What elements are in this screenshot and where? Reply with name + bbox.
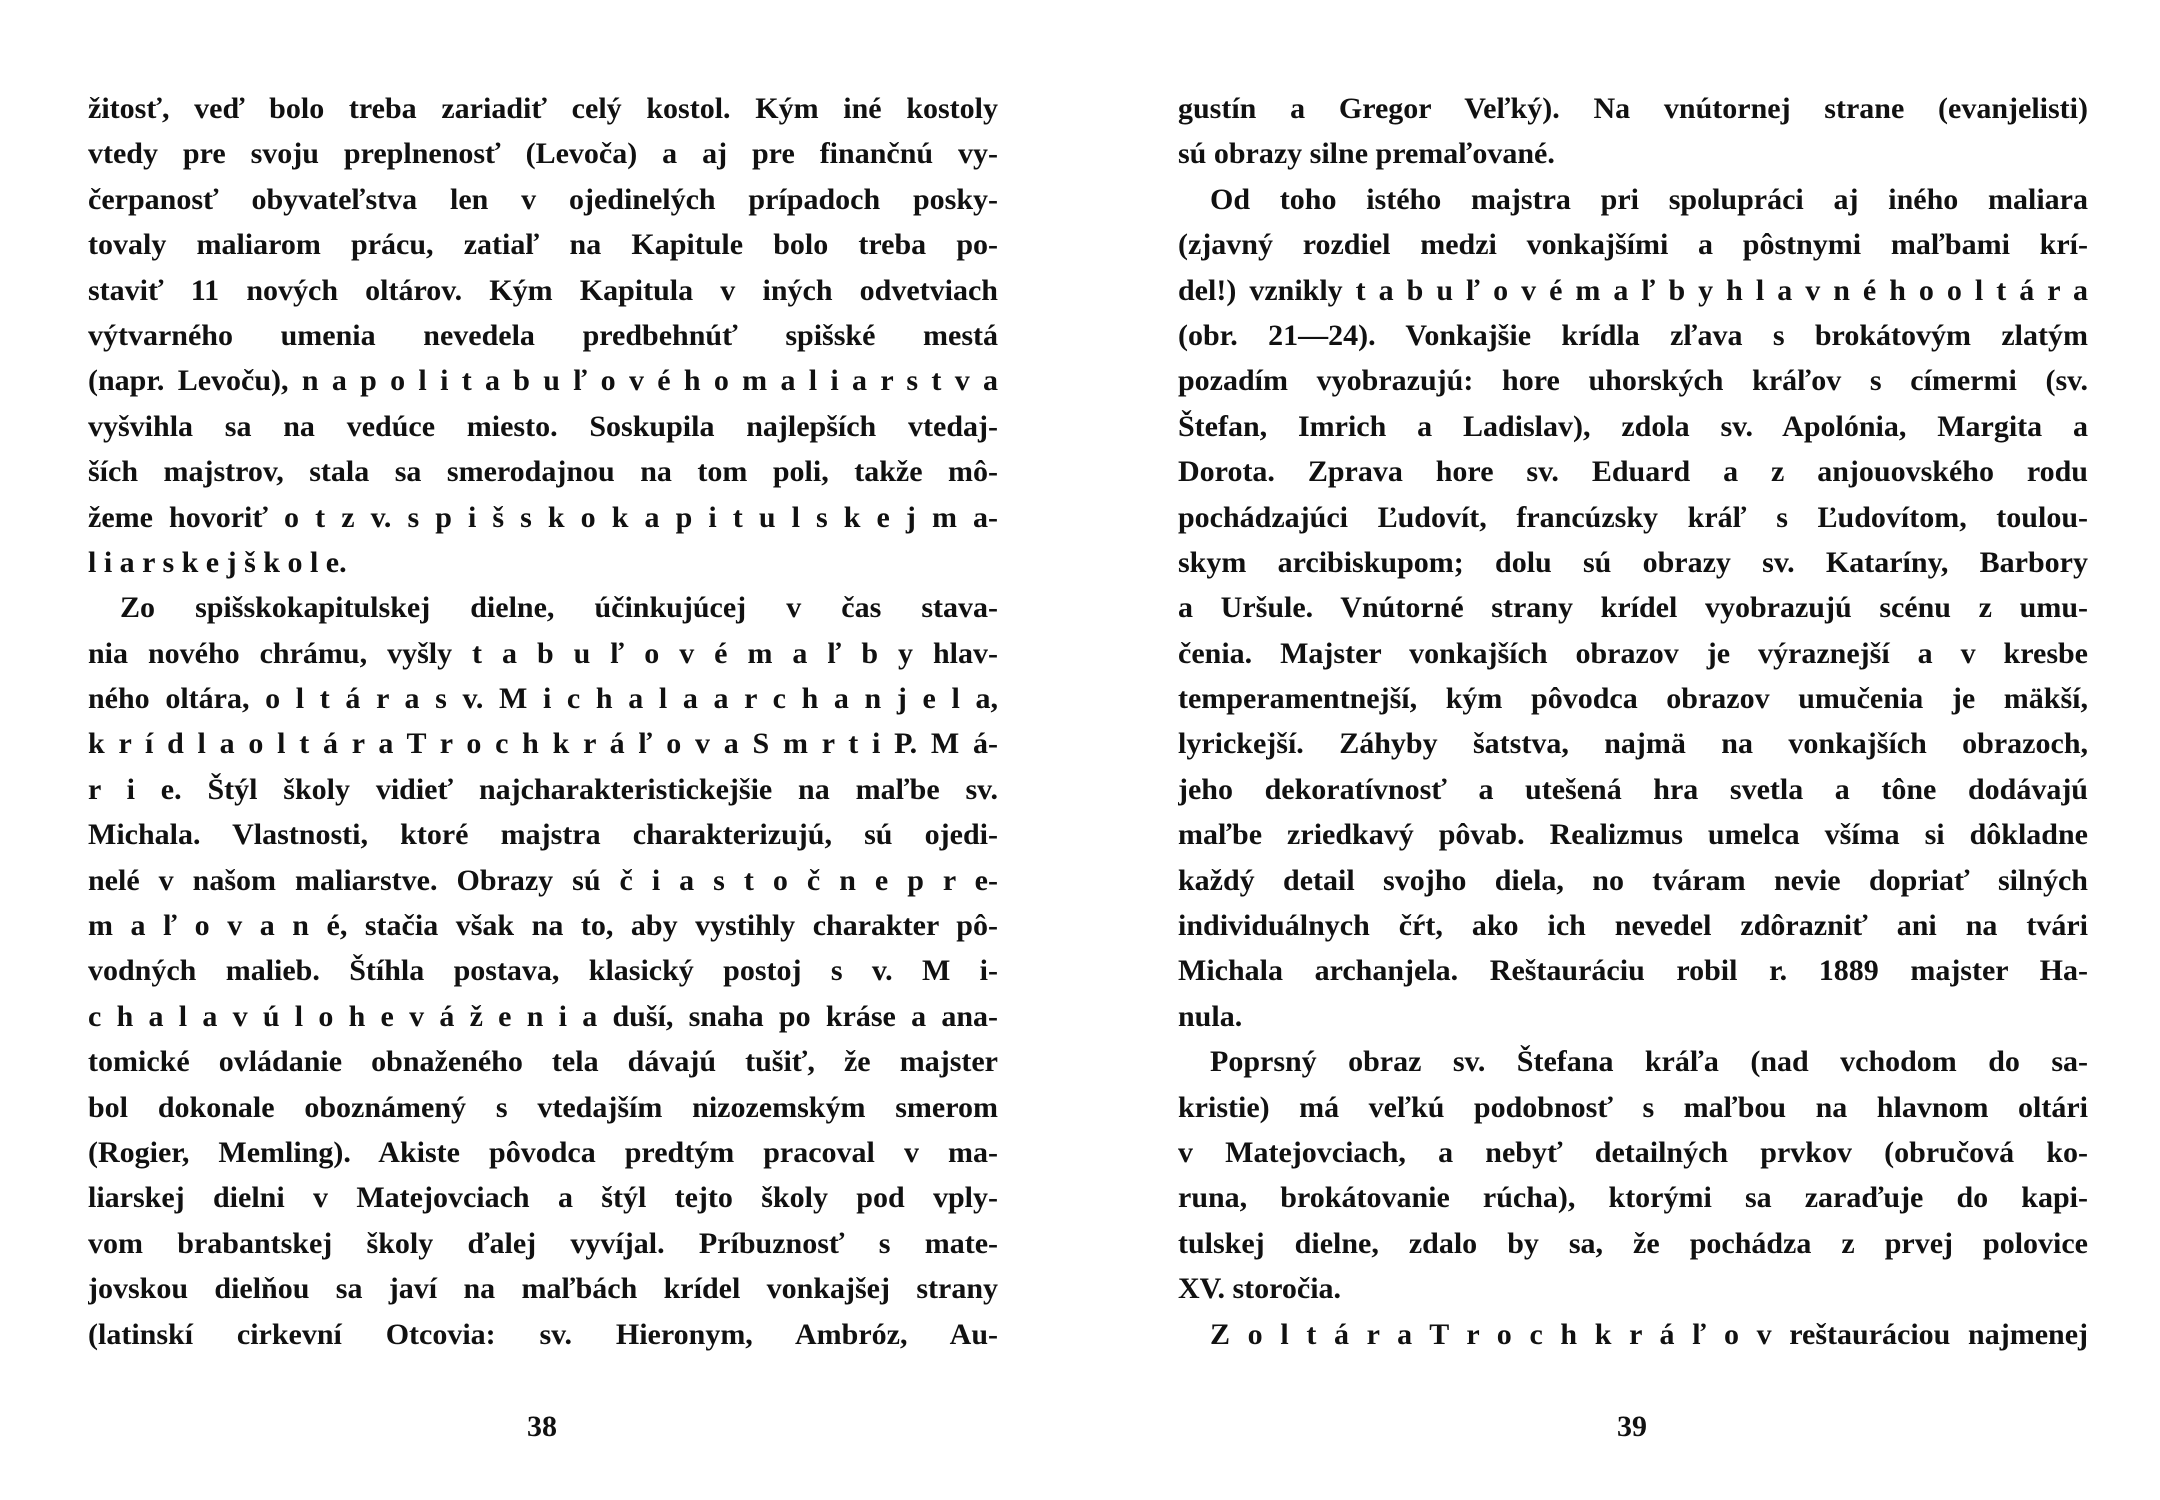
text-line: lyrickejší. Záhyby šatstva, najmä na vonkajších obrazoch, bbox=[1178, 727, 2088, 761]
text-line: jovskou dielňou sa javí na maľbách krídel vonkajšej strany bbox=[88, 1272, 998, 1306]
text-line: a Uršule. Vnútorné strany krídel vyobrazujú scénu z umu- bbox=[1178, 591, 2088, 625]
text-line: gustín a Gregor Veľký). Na vnútornej strane (evanjelisti) bbox=[1178, 92, 2088, 125]
text-line: výtvarného umenia nevedela predbehnúť spišské mestá bbox=[88, 318, 998, 352]
text-line: maľbe zriedkavý pôvab. Realizmus umelca všíma si dôkladne bbox=[1178, 818, 2088, 852]
text-line: l i a r s k e j š k o l e. bbox=[88, 545, 347, 579]
text-line: čerpanosť obyvateľstva len v ojedinelých prípadoch posky- bbox=[88, 182, 998, 216]
text-line: c h a l a v ú l o h e v á ž e n i a duší, snaha po kráse a ana- bbox=[88, 999, 998, 1033]
text-line: bol dokonale oboznámený s vtedajším nizozemským smerom bbox=[88, 1090, 998, 1124]
text-line: tovaly maliarom prácu, zatiaľ na Kapitule bolo treba po- bbox=[88, 228, 998, 262]
page-number-left: 38 bbox=[527, 1410, 557, 1443]
text-line: ších majstrov, stala sa smerodajnou na tom poli, takže mô- bbox=[88, 455, 998, 489]
paragraph-start-line: Zo spišskokapitulskej dielne, účinkujúcej v čas stava- bbox=[120, 591, 998, 625]
text-line: každý detail svojho diela, no tváram nevie dopriať silných bbox=[1178, 863, 2088, 897]
text-line: skym arcibiskupom; dolu sú obrazy sv. Kataríny, Barbory bbox=[1178, 545, 2088, 579]
text-line: XV. storočia. bbox=[1178, 1272, 1342, 1306]
text-line: jeho dekoratívnosť a utešená hra svetla a tône dodávajú bbox=[1178, 772, 2088, 806]
text-line: Štefan, Imrich a Ladislav), zdola sv. Apolónia, Margita a bbox=[1178, 409, 2088, 443]
text-line: v Matejovciach, a nebyť detailných prvkov (obručová ko- bbox=[1178, 1135, 2088, 1169]
text-line: del!) vznikly t a b u ľ o v é m a ľ b y h l a v n é h o o l t á r a bbox=[1178, 273, 2088, 307]
text-line: liarskej dielni v Matejovciach a štýl tejto školy pod vply- bbox=[88, 1181, 998, 1215]
text-line: Michala. Vlastnosti, ktoré majstra charakterizujú, sú ojedi- bbox=[88, 818, 998, 852]
text-line: vom brabantskej školy ďalej vyvíjal. Príbuznosť s mate- bbox=[88, 1226, 998, 1260]
text-line: Dorota. Zprava hore sv. Eduard a z anjouovského rodu bbox=[1178, 455, 2088, 489]
text-line: staviť 11 nových oltárov. Kým Kapitula v iných odvetviach bbox=[88, 273, 998, 307]
text-line: kristie) má veľkú podobnosť s maľbou na hlavnom oltári bbox=[1178, 1090, 2088, 1124]
text-line: nia nového chrámu, vyšly t a b u ľ o v é m a ľ b y hlav- bbox=[88, 636, 998, 670]
text-line: vtedy pre svoju preplnenosť (Levoča) a aj pre finančnú vy- bbox=[88, 137, 998, 171]
text-line: vyšvihla sa na vedúce miesto. Soskupila najlepších vtedaj- bbox=[88, 409, 998, 443]
text-line: m a ľ o v a n é, stačia však na to, aby vystihly charakter pô- bbox=[88, 909, 998, 943]
text-line: k r í d l a o l t á r a T r o c h k r á ľ o v a S m r t i P. M á- bbox=[88, 727, 998, 761]
text-line: čenia. Majster vonkajších obrazov je výraznejší a v kresbe bbox=[1178, 636, 2088, 670]
text-line: runa, brokátovanie rúcha), ktorými sa zaraďuje do kapi- bbox=[1178, 1181, 2088, 1215]
text-line: žeme hovoriť o t z v. s p i š s k o k a p i t u l s k e j m a- bbox=[88, 500, 998, 534]
text-line: individuálnych čŕt, ako ich nevedel zdôrazniť ani na tvári bbox=[1178, 909, 2088, 943]
text-line: sú obrazy silne premaľované. bbox=[1178, 137, 1555, 171]
text-line: žitosť, veď bolo treba zariadiť celý kostol. Kým iné kostoly bbox=[88, 92, 998, 125]
text-line: pochádzajúci Ľudovít, francúzsky kráľ s Ľudovítom, toulou- bbox=[1178, 500, 2088, 534]
right-page bbox=[1178, 86, 2088, 1357]
text-line: nelé v našom maliarstve. Obrazy sú č i a s t o č n e p r e- bbox=[88, 863, 998, 897]
page-number-right: 39 bbox=[1617, 1410, 1647, 1443]
paragraph-start-line: Z o l t á r a T r o c h k r á ľ o v reštauráciou najmenej bbox=[1210, 1317, 2088, 1351]
text-line: ného oltára, o l t á r a s v. M i c h a l a a r c h a n j e l a, bbox=[88, 682, 998, 716]
text-line: (latinskí cirkevní Otcovia: sv. Hieronym, Ambróz, Au- bbox=[88, 1317, 998, 1351]
text-line: temperamentnejší, kým pôvodca obrazov umučenia je mäkší, bbox=[1178, 682, 2088, 716]
text-line: (obr. 21—24). Vonkajšie krídla zľava s brokátovým zlatým bbox=[1178, 318, 2088, 352]
text-line: nula. bbox=[1178, 999, 1243, 1033]
paragraph-start-line: Poprsný obraz sv. Štefana kráľa (nad vchodom do sa- bbox=[1210, 1045, 2088, 1079]
text-line: pozadím vyobrazujú: hore uhorských kráľov s címermi (sv. bbox=[1178, 364, 2088, 398]
text-line: (napr. Levoču), n a p o l i t a b u ľ o v é h o m a l i a r s t v a bbox=[88, 364, 998, 398]
paragraph-start-line: Od toho istého majstra pri spolupráci aj iného maliara bbox=[1210, 182, 2088, 216]
text-line: vodných malieb. Štíhla postava, klasický postoj s v. M i- bbox=[88, 954, 998, 988]
text-line: (Rogier, Memling). Akiste pôvodca predtým pracoval v ma- bbox=[88, 1135, 998, 1169]
text-line: r i e. Štýl školy vidieť najcharakteristickejšie na maľbe sv. bbox=[88, 772, 998, 806]
text-line: tomické ovládanie obnaženého tela dávajú tušiť, že majster bbox=[88, 1045, 998, 1079]
left-page bbox=[88, 86, 998, 1357]
text-line: tulskej dielne, zdalo by sa, že pochádza z prvej polovice bbox=[1178, 1226, 2088, 1260]
text-line: Michala archanjela. Reštauráciu robil r. 1889 majster Ha- bbox=[1178, 954, 2088, 988]
text-line: (zjavný rozdiel medzi vonkajšími a pôstnymi maľbami krí- bbox=[1178, 228, 2088, 262]
